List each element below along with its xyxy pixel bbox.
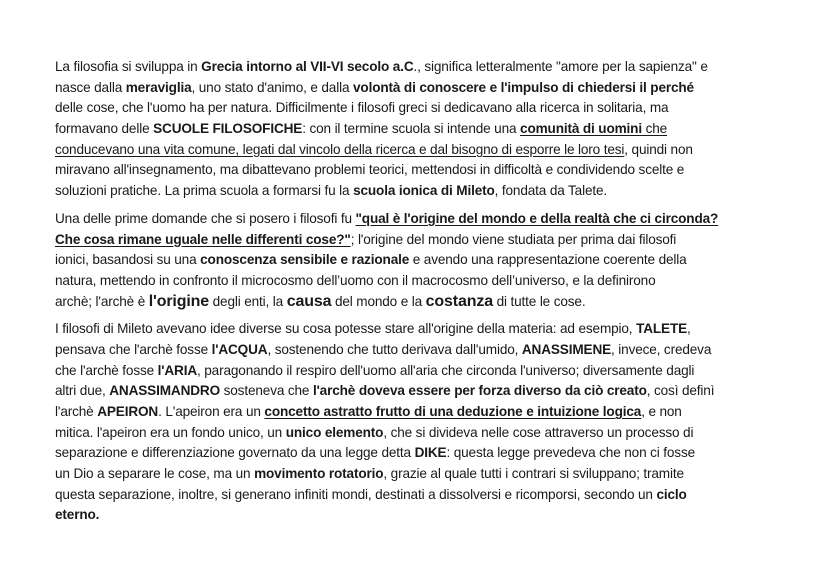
paragraph — [55, 319, 785, 526]
text-line — [55, 505, 785, 526]
underlined-text: comunità di uomini — [520, 121, 642, 137]
text-line — [55, 292, 785, 313]
text-run: , paragonando il respiro dell'uomo all'aria che circonda l'universo; diversamente dagli — [197, 362, 695, 378]
text-line — [55, 443, 785, 464]
text-run: che l'archè fosse — [55, 362, 158, 378]
text-line — [55, 230, 785, 251]
text-run: I filosofi di Mileto avevano idee diverse su cosa potesse stare all'origine della materia: ad esempio, — [55, 321, 637, 337]
text-line — [55, 98, 785, 119]
bold-text: DIKE — [414, 445, 447, 461]
text-run: La filosofia si sviluppa in — [55, 59, 202, 74]
bold-text: l'origine — [148, 292, 209, 310]
bold-text: scuola ionica di Mileto — [353, 183, 495, 199]
text-run: degli enti, la — [209, 293, 287, 309]
text-run: , grazie al quale tutti i contrari si sviluppano; tramite — [383, 466, 684, 482]
text-run: Una delle prime domande che si posero i filosofi fu — [55, 210, 356, 226]
text-run: delle cose, che l'uomo ha per natura. Difficilmente i filosofi greci si dedicavano alla ricerca in solitaria, ma — [55, 100, 669, 116]
text-run: ., significa letteralmente "amore per la sapienza" e — [413, 59, 708, 74]
text-run: questa separazione, inoltre, si generano infiniti mondi, destinati a dissolversi e ricomporsi, secondo un — [55, 486, 657, 502]
text-run: soluzioni pratiche. La prima scuola a formarsi fu la — [55, 183, 354, 199]
text-run: del mondo e la — [331, 293, 426, 309]
text-run: sosteneva che — [220, 383, 313, 399]
text-line — [55, 271, 785, 292]
text-run: , quindi non — [624, 141, 693, 157]
text-line — [55, 340, 785, 361]
bold-text: l'ACQUA — [211, 341, 268, 357]
bold-text: costanza — [425, 292, 493, 310]
bold-text: TALETE — [636, 321, 688, 337]
bold-text: l'archè doveva essere per forza diverso da ciò creato — [312, 383, 647, 399]
text-run: l'archè — [55, 404, 98, 419]
text-run: , uno stato d'animo, e dalla — [191, 79, 353, 95]
text-run: : con il termine scuola si intende una — [302, 121, 521, 137]
bold-text: ANASSIMANDRO — [109, 383, 220, 399]
text-run: archè; l'archè è — [55, 293, 149, 309]
text-run: natura, mettendo in confronto il microcosmo dell’uomo con il macrocosmo dell’universo, e la definirono — [55, 272, 656, 288]
bold-text: movimento rotatorio — [254, 466, 384, 482]
text-run: miravano all'insegnamento, ma dibattevano problemi teorici, mettendosi in difficoltà e condividendo scelte e — [55, 162, 685, 178]
text-line — [55, 485, 785, 506]
bold-text: meraviglia — [125, 79, 192, 95]
underlined-text: concetto astratto frutto di una deduzione e intuizione logica — [264, 404, 642, 419]
text-run: formavano delle — [55, 121, 154, 137]
text-run: separazione e differenziazione governato da una legge detta — [55, 445, 415, 461]
text-line — [55, 119, 785, 140]
text-line — [55, 57, 785, 78]
text-run: , e non — [641, 404, 682, 419]
bold-text: eterno. — [55, 507, 100, 523]
paragraph — [55, 57, 785, 202]
text-run: mitica. l'apeiron era un fondo unico, un — [55, 424, 286, 440]
text-run: di tutte le cose. — [492, 293, 586, 309]
text-run: e avendo una rappresentazione coerente della — [409, 252, 687, 268]
bold-text: ANASSIMENE — [521, 341, 612, 357]
paragraph — [55, 209, 785, 312]
bold-text: causa — [286, 292, 332, 310]
underlined-text: "qual è l'origine del mondo e della realtà che ci circonda? — [355, 210, 719, 226]
text-run: , invece, credeva — [611, 341, 712, 357]
text-run: nasce dalla — [55, 79, 126, 95]
text-line — [55, 78, 785, 99]
underlined-text: Che cosa rimane uguale nelle differenti cose?" — [55, 231, 351, 247]
text-run: ; l'origine del mondo viene studiata per prima dai filosofi — [350, 231, 677, 247]
text-line — [55, 181, 785, 202]
bold-text: ciclo — [656, 486, 687, 502]
text-line — [55, 361, 785, 382]
bold-text: unico elemento — [285, 424, 384, 440]
text-run: pensava che l'archè fosse — [55, 341, 212, 357]
underlined-text: che — [641, 121, 668, 137]
text-run: ionici, basandosi su una — [55, 252, 201, 268]
text-run: , così definì — [646, 383, 715, 399]
text-line — [55, 464, 785, 485]
text-run: un Dio a separare le cose, ma un — [55, 466, 255, 482]
text-line — [55, 402, 785, 423]
text-line — [55, 423, 785, 444]
text-run: : questa legge prevedeva che non ci fosse — [446, 445, 695, 461]
underlined-text: conducevano una vita comune, legati dal vincolo della ricerca e dal bisogno di esporre le loro tesi — [55, 141, 625, 157]
text-line — [55, 381, 785, 402]
bold-text: APEIRON — [97, 404, 159, 419]
document-page — [55, 57, 785, 533]
text-run: , che si divideva nelle cose attraverso un processo di — [383, 424, 694, 440]
text-run: . L'apeiron era un — [158, 404, 265, 419]
text-run: , — [687, 321, 691, 337]
bold-text: volontà di conoscere e l'impulso di chiedersi il perché — [353, 79, 694, 95]
text-line — [55, 140, 785, 161]
bold-text: SCUOLE FILOSOFICHE — [153, 121, 303, 137]
text-run: altri due, — [55, 383, 110, 399]
text-line — [55, 209, 785, 230]
bold-text: conoscenza sensibile e razionale — [200, 252, 410, 268]
bold-text: l'ARIA — [157, 362, 198, 378]
text-run: , sostenendo che tutto derivava dall'umido, — [267, 341, 522, 357]
text-run: , fondata da Talete. — [494, 183, 608, 199]
text-line — [55, 160, 785, 181]
text-line — [55, 319, 785, 340]
text-line — [55, 250, 785, 271]
bold-text: Grecia intorno al VII-VI secolo a.C — [201, 59, 414, 74]
